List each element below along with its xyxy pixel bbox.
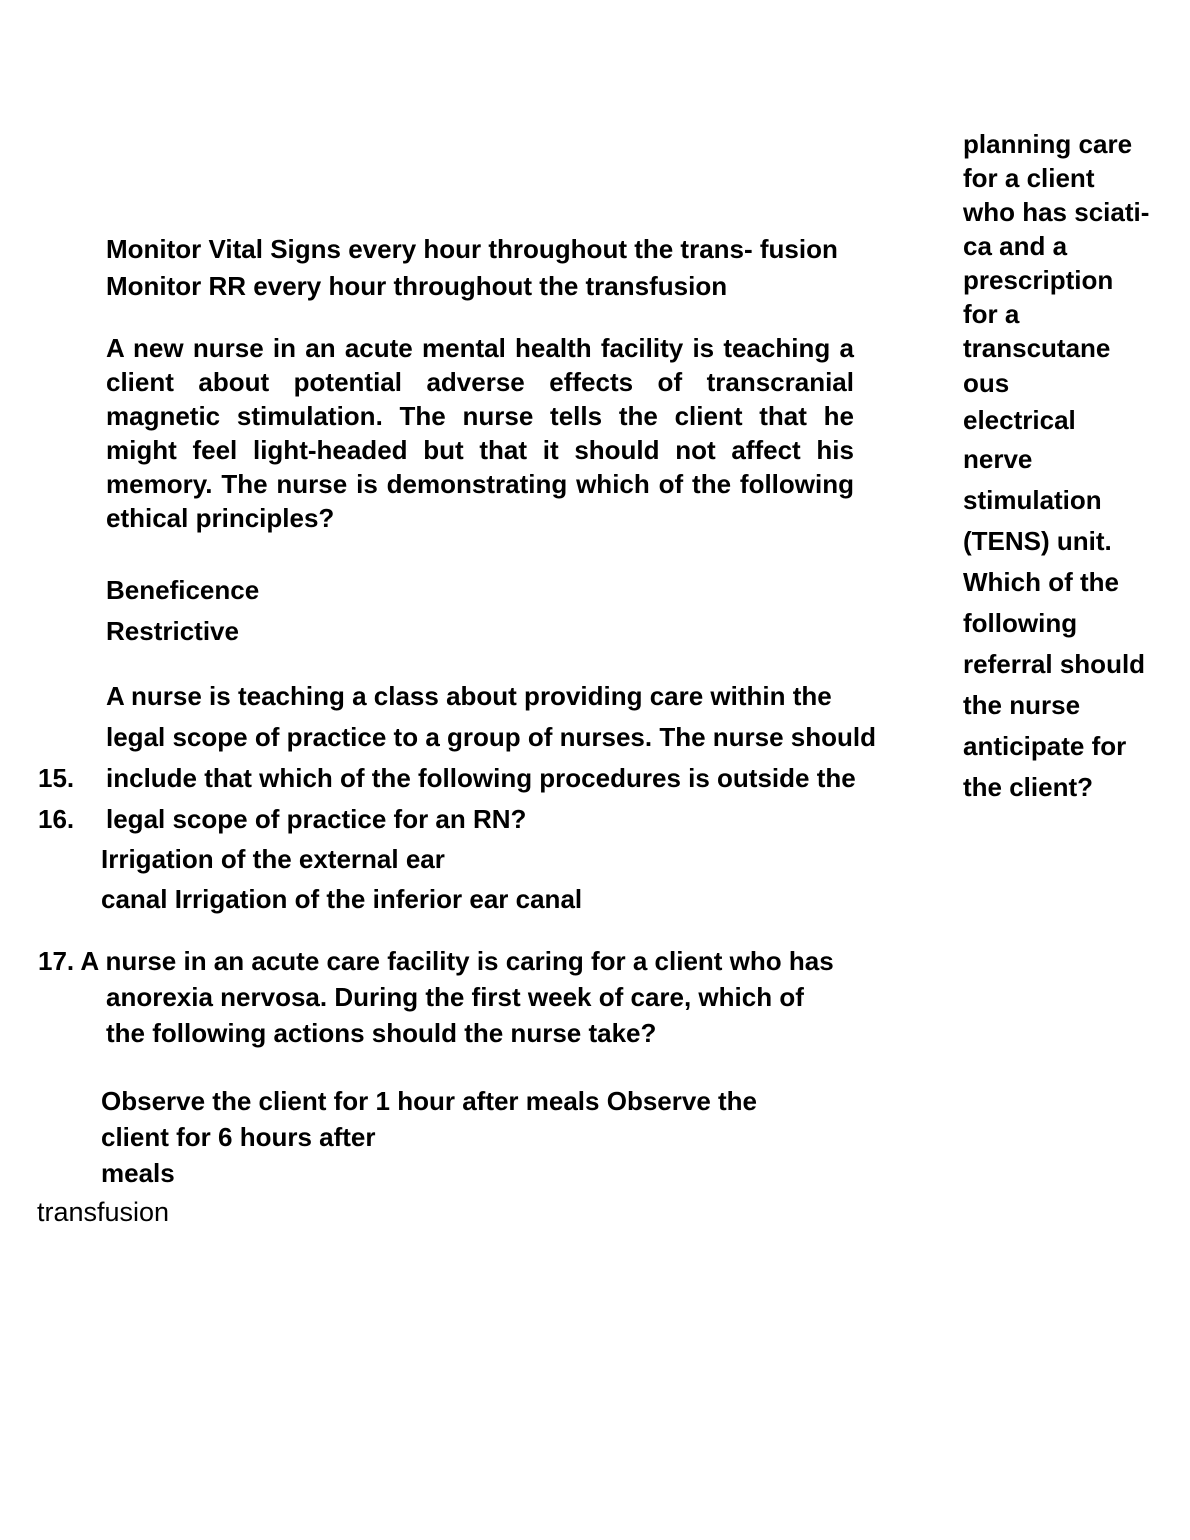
scope-line-2: legal scope of practice to a group of nurses. The nurse should <box>106 722 877 752</box>
side-line-6: for a <box>963 299 1020 329</box>
side-line-18: the client? <box>963 772 1094 802</box>
q17-options-line-2: client for 6 hours after <box>101 1122 376 1152</box>
question-number-16: 16. <box>38 804 75 834</box>
q14-option-1: Monitor Vital Signs every hour throughout the trans- fusion <box>106 234 838 264</box>
ethics-question-stem: A new nurse in an acute mental health facility is teaching a client about potential adverse effects of transcranial magnetic stimulation. The nurse tells the client that he might feel light-headed but that it should not affect his memory. The nurse is demonstrating which of the following ethical principles? <box>106 333 854 533</box>
ethics-options <box>106 570 259 652</box>
side-line-8: ous <box>963 368 1010 398</box>
scope-option-1: Irrigation of the external ear <box>101 844 445 874</box>
scope-line-4: legal scope of practice for an RN? <box>106 804 527 834</box>
side-line-17: anticipate for <box>963 731 1127 761</box>
scope-line-1: A nurse is teaching a class about providing care within the <box>106 681 832 711</box>
side-line-4: ca and a <box>963 231 1068 261</box>
scope-line-3: include that which of the following procedures is outside the <box>106 763 856 793</box>
side-line-9: electrical <box>963 405 1076 435</box>
q17-first-line-text: A nurse in an acute care facility is caring for a client who has <box>80 946 834 976</box>
scope-question-stem <box>106 676 906 840</box>
q17-options-line-1: Observe the client for 1 hour after meals Observe the <box>101 1086 758 1116</box>
q17-line-2: anorexia nervosa. During the first week of care, which of <box>106 982 804 1012</box>
side-line-2: for a client <box>963 163 1095 193</box>
scope-option-2: canal Irrigation of the inferior ear canal <box>101 884 583 914</box>
q14-options <box>106 232 896 303</box>
q17-number: 17. <box>38 946 75 976</box>
side-line-11: stimulation <box>963 485 1102 515</box>
side-line-13: Which of the <box>963 567 1119 597</box>
q14-option-2: Monitor RR every hour throughout the transfusion <box>106 271 728 301</box>
side-line-10: nerve <box>963 444 1033 474</box>
side-line-1: planning care <box>963 129 1133 159</box>
scope-options <box>101 839 582 919</box>
q17-options <box>101 1083 757 1191</box>
side-line-15: referral should <box>963 649 1146 679</box>
stray-word: transfusion <box>37 1197 170 1227</box>
side-line-5: prescription <box>963 265 1114 295</box>
q17-first-line <box>38 943 898 979</box>
q17-options-line-3: meals <box>101 1158 175 1188</box>
q17-stem <box>38 943 898 1051</box>
q17-line-3: the following actions should the nurse take? <box>106 1018 657 1048</box>
side-column-question <box>963 127 1178 808</box>
ethics-option-1: Beneficence <box>106 575 260 605</box>
ethics-option-2: Restrictive <box>106 616 239 646</box>
question-number-15: 15. <box>38 763 75 793</box>
side-line-16: the nurse <box>963 690 1081 720</box>
side-line-12: (TENS) unit. <box>963 526 1112 556</box>
side-line-14: following <box>963 608 1078 638</box>
side-line-3: who has sciati- <box>963 197 1150 227</box>
side-line-7: transcutane <box>963 333 1111 363</box>
